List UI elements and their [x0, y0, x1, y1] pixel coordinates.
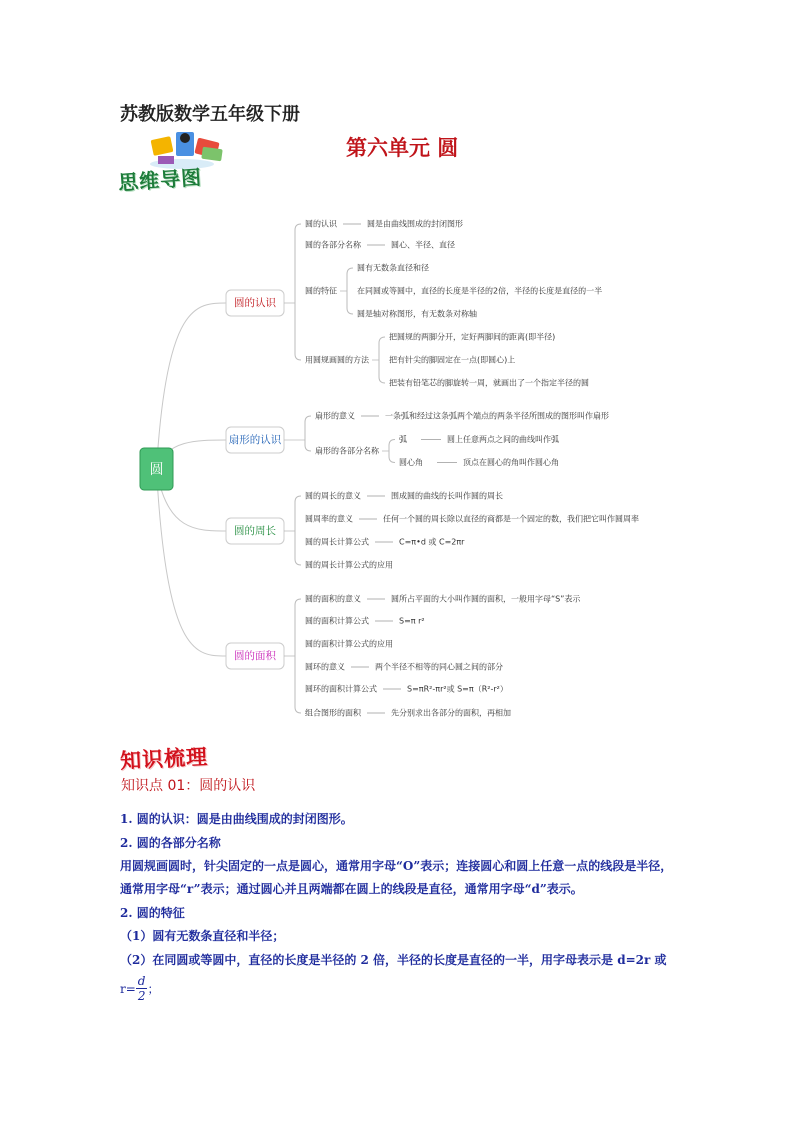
- branch-label: 圆的面积: [234, 650, 276, 662]
- formula-denominator: 2: [137, 989, 146, 1003]
- sub-term: 圆心角: [399, 458, 423, 467]
- branch-label: 圆的认识: [234, 297, 276, 309]
- item-label: 圆的认识: [305, 219, 337, 229]
- item-label: 圆的面积计算公式: [305, 616, 369, 626]
- item-label: 圆的各部分名称: [305, 240, 361, 250]
- item-label: 用圆规画圆的方法: [305, 355, 369, 365]
- item-description: 一条弧和经过这条弧两个端点的两条半径所围成的图形叫作扇形: [385, 411, 609, 421]
- item-description: 圆是由曲线围成的封闭图形: [367, 219, 463, 229]
- root-label: 圆: [149, 462, 164, 478]
- item-label: 扇形的各部分名称: [315, 446, 379, 456]
- item-description: S=πR²-πr²或 S=π（R²-r²）: [407, 684, 508, 694]
- summary-line-7: （2）在同圆或等圆中，直径的长度是半径的 2 倍，半径的长度是直径的一半，用字母表示是 d=2r 或: [120, 953, 667, 967]
- bracket: [347, 268, 353, 314]
- item-label: 圆周率的意义: [305, 514, 353, 524]
- knowledge-point-heading: 知识点 01：圆的认识: [121, 778, 256, 794]
- sub-item: 把装有铅笔芯的脚旋转一周，就画出了一个指定半径的圆: [389, 378, 589, 388]
- bracket: [305, 416, 311, 451]
- item-description: 两个半径不相等的同心圆之间的部分: [375, 662, 503, 672]
- unit-title: 第六单元 圆: [346, 135, 459, 160]
- item-label: 圆环的意义: [305, 662, 345, 672]
- sub-description: 顶点在圆心的角叫作圆心角: [463, 458, 559, 467]
- item-label: 圆的周长的意义: [305, 491, 361, 501]
- item-label: 圆的面积的意义: [305, 594, 361, 604]
- item-label: 圆的周长计算公式的应用: [305, 560, 393, 570]
- item-description: 任何一个圆的周长除以直径的商都是一个固定的数，我们把它叫作圆周率: [383, 514, 639, 524]
- summary-banner: 知识梳理: [119, 744, 209, 774]
- item-description: C=π•d 或 C=2πr: [399, 537, 465, 547]
- formula-numerator: d: [137, 974, 146, 988]
- summary-line-6: （1）圆有无数条直径和半径；: [120, 929, 285, 943]
- summary-line-4: 通常用字母“r”表示；通过圆心并且两端都在圆上的线段是直径，通常用字母“d”表示。: [120, 882, 583, 896]
- sub-item: 圆有无数条直径和径: [357, 263, 429, 273]
- bracket: [379, 337, 385, 383]
- root-to-branch-curve: [157, 469, 227, 656]
- item-description: S=π r²: [399, 616, 425, 626]
- item-description: 围成圆的曲线的长叫作圆的周长: [391, 491, 503, 501]
- mindmap-banner: 思维导图: [117, 165, 203, 195]
- summary-line-5: 2. 圆的特征: [120, 906, 185, 920]
- document-title: 苏教版数学五年级下册: [120, 104, 300, 125]
- summary-line-1: 1. 圆的认识：圆是由曲线围成的封闭图形。: [120, 812, 353, 826]
- item-label: 扇形的意义: [315, 411, 355, 421]
- bracket: [295, 599, 301, 713]
- item-description: 先分别求出各部分的面积，再相加: [391, 708, 511, 718]
- bracket: [389, 440, 395, 463]
- bracket: [295, 496, 301, 565]
- branch-label: 圆的周长: [234, 525, 276, 537]
- summary-line-2: 2. 圆的各部分名称: [120, 836, 221, 850]
- item-label: 圆的特征: [305, 286, 337, 296]
- bracket: [295, 224, 301, 360]
- item-description: 圆所占平面的大小叫作圆的面积，一般用字母“S”表示: [391, 594, 581, 604]
- item-description: 圆心、半径、直径: [391, 240, 455, 250]
- sub-item: 把有针尖的脚固定在一点(即圆心)上: [389, 355, 516, 365]
- item-label: 组合图形的面积: [305, 708, 361, 718]
- sub-term: 弧: [399, 435, 407, 444]
- branch-label: 扇形的认识: [228, 434, 282, 446]
- sub-item: 圆是轴对称图形，有无数条对称轴: [357, 309, 477, 319]
- sub-item: 把圆规的两脚分开，定好两脚间的距离(即半径): [389, 332, 556, 342]
- item-label: 圆的周长计算公式: [305, 537, 369, 547]
- radius-formula: r= $\frac{d}{2}$ ；: [120, 974, 160, 1003]
- sub-item: 在同圆或等圆中，直径的长度是半径的2倍，半径的长度是直径的一半: [357, 286, 603, 296]
- summary-line-3: 用圆规画圆时，针尖固定的一点是圆心，通常用字母“O”表示；连接圆心和圆上任意一点的线段是半径，: [120, 859, 673, 873]
- sub-description: 圆上任意两点之间的曲线叫作弧: [447, 435, 559, 444]
- root-to-branch-curve: [157, 303, 227, 469]
- item-label: 圆环的面积计算公式: [305, 684, 377, 694]
- item-label: 圆的面积计算公式的应用: [305, 639, 393, 649]
